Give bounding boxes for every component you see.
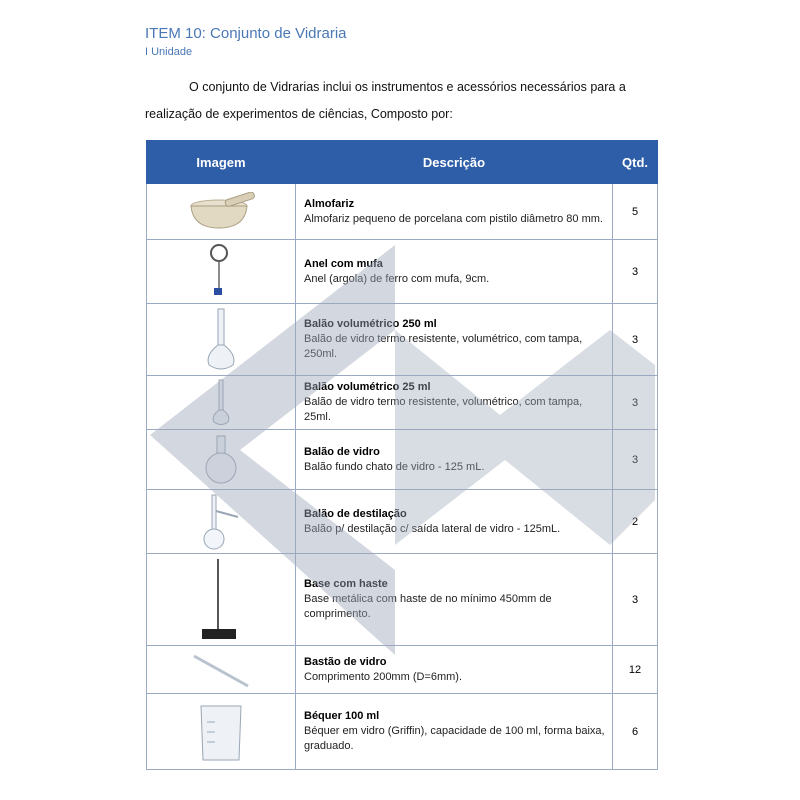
table-row — [147, 430, 658, 490]
image-cell — [147, 376, 296, 430]
qty-cell: 3 — [613, 376, 658, 430]
description-cell — [296, 490, 613, 554]
item-name: Base com haste — [304, 578, 388, 590]
description-cell — [296, 646, 613, 694]
item-name: Anel com mufa — [304, 257, 383, 270]
table-row — [147, 646, 658, 694]
intro-paragraph: O conjunto de Vidrarias inclui os instrumentos e acessórios necessários para a realização de experimentos de ciências, Composto por: — [145, 80, 626, 121]
item-description: Anel (argola) de ferro com mufa, 9cm. — [304, 272, 490, 285]
qty-cell: 2 — [613, 490, 658, 554]
ring-clamp-icon — [201, 242, 241, 302]
image-cell — [147, 646, 296, 694]
image-cell — [147, 554, 296, 646]
item-name: Balão volumétrico 25 ml — [304, 381, 431, 393]
item-name: Balão volumétrico 250 ml — [304, 318, 437, 330]
item-name: Balão de vidro — [304, 445, 380, 458]
column-header-image: Imagem — [147, 141, 296, 184]
image-cell — [147, 184, 296, 240]
item-name: Almofariz — [304, 197, 355, 210]
image-cell — [147, 694, 296, 770]
table-header-row — [147, 141, 658, 184]
item-description: Béquer em vidro (Griffin), capacidade de 100 ml, forma baixa, graduado. — [304, 725, 605, 752]
table-row — [147, 304, 658, 376]
item-name: Béquer 100 ml — [304, 710, 380, 722]
description-cell — [296, 184, 613, 240]
beaker-icon — [193, 700, 249, 764]
qty-cell: 3 — [613, 430, 658, 490]
flat-bottom-flask-icon — [199, 434, 243, 486]
item-name: Bastão de vidro — [304, 655, 387, 668]
description-cell — [296, 240, 613, 304]
column-header-qty: Qtd. — [613, 141, 658, 184]
page-title: ITEM 10: Conjunto de Vidraria — [145, 25, 347, 42]
table-row — [147, 240, 658, 304]
item-description: Almofariz pequeno de porcelana com pistilo diâmetro 80 mm. — [304, 212, 603, 225]
item-description: Balão de vidro termo resistente, volumétrico, com tampa, 250ml. — [304, 333, 583, 360]
volumetric-flask-25-icon — [201, 378, 241, 428]
item-description: Base metálica com haste de no mínimo 450mm de comprimento. — [304, 593, 552, 620]
item-description: Balão fundo chato de vidro - 125 mL. — [304, 460, 485, 473]
qty-cell: 12 — [613, 646, 658, 694]
mortar-pestle-icon — [179, 192, 263, 232]
description-cell — [296, 376, 613, 430]
item-description: Balão de vidro termo resistente, volumétrico, com tampa, 25ml. — [304, 396, 583, 423]
qty-cell: 6 — [613, 694, 658, 770]
item-description: Comprimento 200mm (D=6mm). — [304, 670, 463, 683]
qty-cell: 3 — [613, 240, 658, 304]
image-cell — [147, 304, 296, 376]
image-cell — [147, 490, 296, 554]
table-row — [147, 554, 658, 646]
distillation-flask-icon — [196, 493, 246, 551]
description-cell — [296, 304, 613, 376]
column-header-description: Descrição — [296, 141, 613, 184]
description-cell — [296, 430, 613, 490]
description-cell — [296, 554, 613, 646]
image-cell — [147, 240, 296, 304]
qty-cell: 3 — [613, 304, 658, 376]
table-row — [147, 376, 658, 430]
table-row — [147, 490, 658, 554]
glass-rod-icon — [186, 650, 256, 690]
qty-cell: 3 — [613, 554, 658, 646]
items-table — [146, 140, 658, 770]
item-name: Balão de destilação — [304, 507, 407, 520]
table-row — [147, 184, 658, 240]
page-subtitle: I Unidade — [145, 46, 193, 58]
volumetric-flask-250-icon — [201, 307, 241, 373]
description-cell — [296, 694, 613, 770]
image-cell — [147, 430, 296, 490]
table-row — [147, 694, 658, 770]
qty-cell: 5 — [613, 184, 658, 240]
stand-rod-icon — [196, 557, 246, 643]
item-description: Balão p/ destilação c/ saída lateral de vidro - 125mL. — [304, 522, 561, 535]
